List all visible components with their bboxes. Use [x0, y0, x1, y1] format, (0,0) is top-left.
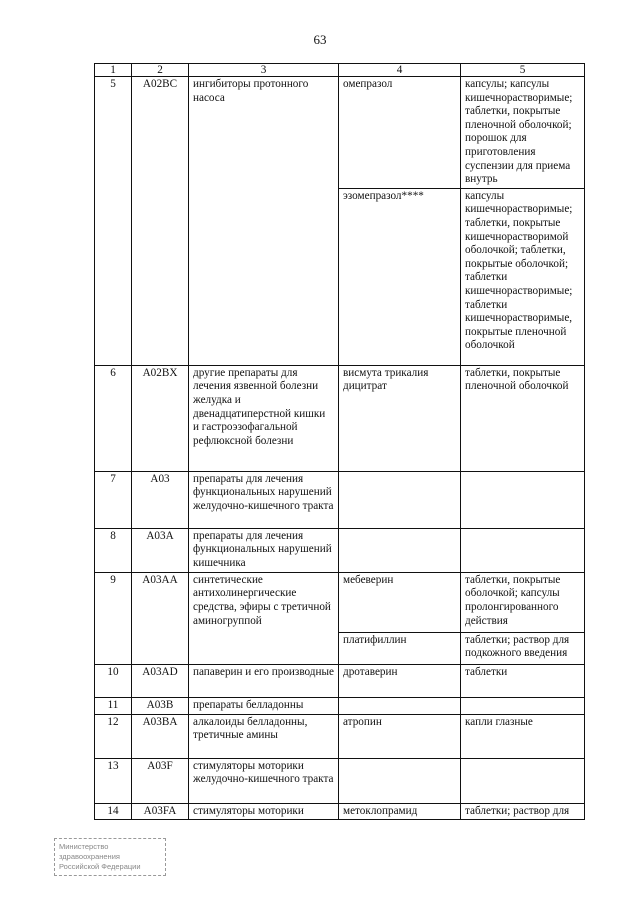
drug-name [339, 697, 461, 714]
pharm-group: препараты для лечения функциональных нарушений кишечника [189, 528, 339, 572]
drug-name: мебеверин [339, 572, 461, 632]
row-number: 8 [95, 528, 132, 572]
table-row [95, 528, 585, 572]
drug-name [339, 528, 461, 572]
row-number: 13 [95, 758, 132, 803]
drug-name [339, 471, 461, 528]
atc-code: A03BA [132, 714, 189, 758]
pharm-group: стимуляторы моторики желудочно-кишечного тракта [189, 758, 339, 803]
dosage-form: таблетки; раствор для подкожного введения [461, 632, 585, 664]
row-number: 9 [95, 572, 132, 664]
atc-code: A03A [132, 528, 189, 572]
atc-code: A03FA [132, 803, 189, 820]
row-number: 7 [95, 471, 132, 528]
atc-code: A02BX [132, 365, 189, 471]
dosage-form: таблетки [461, 664, 585, 697]
drug-name: дротаверин [339, 664, 461, 697]
table-row [95, 572, 585, 632]
stamp-line: Российской Федерации [59, 862, 141, 871]
atc-code: A03B [132, 697, 189, 714]
dosage-form [461, 697, 585, 714]
table-header-row [95, 64, 585, 77]
atc-code: A02BC [132, 77, 189, 366]
drug-name: метоклопрамид [339, 803, 461, 820]
dosage-form [461, 471, 585, 528]
drug-name: платифиллин [339, 632, 461, 664]
dosage-form: капсулы кишечнорастворимые; таблетки, покрытые кишечнорастворимой оболочкой; таблетки, покрытые оболочкой; таблетки кишечнорастворимые; таблетки кишечнорастворимые, покрытые пленочной оболочкой [461, 188, 585, 365]
pharm-group: папаверин и его производные [189, 664, 339, 697]
header-cell: 2 [132, 64, 189, 77]
header-cell: 5 [461, 64, 585, 77]
drug-name: омепразол [339, 77, 461, 189]
pharm-group: стимуляторы моторики [189, 803, 339, 820]
dosage-form [461, 758, 585, 803]
page-number: 63 [313, 32, 327, 47]
pharm-group: синтетические антихолинергические средства, эфиры с третичной аминогруппой [189, 572, 339, 664]
drug-name: атропин [339, 714, 461, 758]
pharm-group: ингибиторы протонного насоса [189, 77, 339, 366]
pharm-group: препараты для лечения функциональных нарушений желудочно-кишечного тракта [189, 471, 339, 528]
row-number: 14 [95, 803, 132, 820]
table-row [95, 758, 585, 803]
stamp [54, 838, 166, 876]
table-row [95, 803, 585, 820]
header-cell: 3 [189, 64, 339, 77]
row-number: 12 [95, 714, 132, 758]
dosage-form: таблетки, покрытые пленочной оболочкой [461, 365, 585, 471]
table-row [95, 664, 585, 697]
atc-code: A03 [132, 471, 189, 528]
dosage-form [461, 528, 585, 572]
atc-code: A03AA [132, 572, 189, 664]
row-number: 5 [95, 77, 132, 366]
drug-name [339, 758, 461, 803]
pharm-group: другие препараты для лечения язвенной болезни желудка и двенадцатиперстной кишки и гастроэзофагальной рефлюксной болезни [189, 365, 339, 471]
pharm-group: препараты белладонны [189, 697, 339, 714]
header-cell: 4 [339, 64, 461, 77]
table-row [95, 714, 585, 758]
drug-name: висмута трикалия дицитрат [339, 365, 461, 471]
dosage-form: таблетки; раствор для [461, 803, 585, 820]
row-number: 10 [95, 664, 132, 697]
table-row [95, 77, 585, 189]
dosage-form: таблетки, покрытые оболочкой; капсулы пролонгированного действия [461, 572, 585, 632]
dosage-form: капсулы; капсулы кишечнорастворимые; таблетки, покрытые пленочной оболочкой; порошок для приготовления суспензии для приема внутрь [461, 77, 585, 189]
table-row [95, 697, 585, 714]
drug-name: эзомепразол**** [339, 188, 461, 365]
stamp-line: Министерство [59, 842, 109, 851]
stamp-line: здравоохранения [59, 852, 120, 861]
header-cell: 1 [95, 64, 132, 77]
table-row [95, 471, 585, 528]
drug-list-table [94, 63, 585, 820]
pharm-group: алкалоиды белладонны, третичные амины [189, 714, 339, 758]
table-row [95, 365, 585, 471]
row-number: 6 [95, 365, 132, 471]
atc-code: A03F [132, 758, 189, 803]
atc-code: A03AD [132, 664, 189, 697]
dosage-form: капли глазные [461, 714, 585, 758]
row-number: 11 [95, 697, 132, 714]
